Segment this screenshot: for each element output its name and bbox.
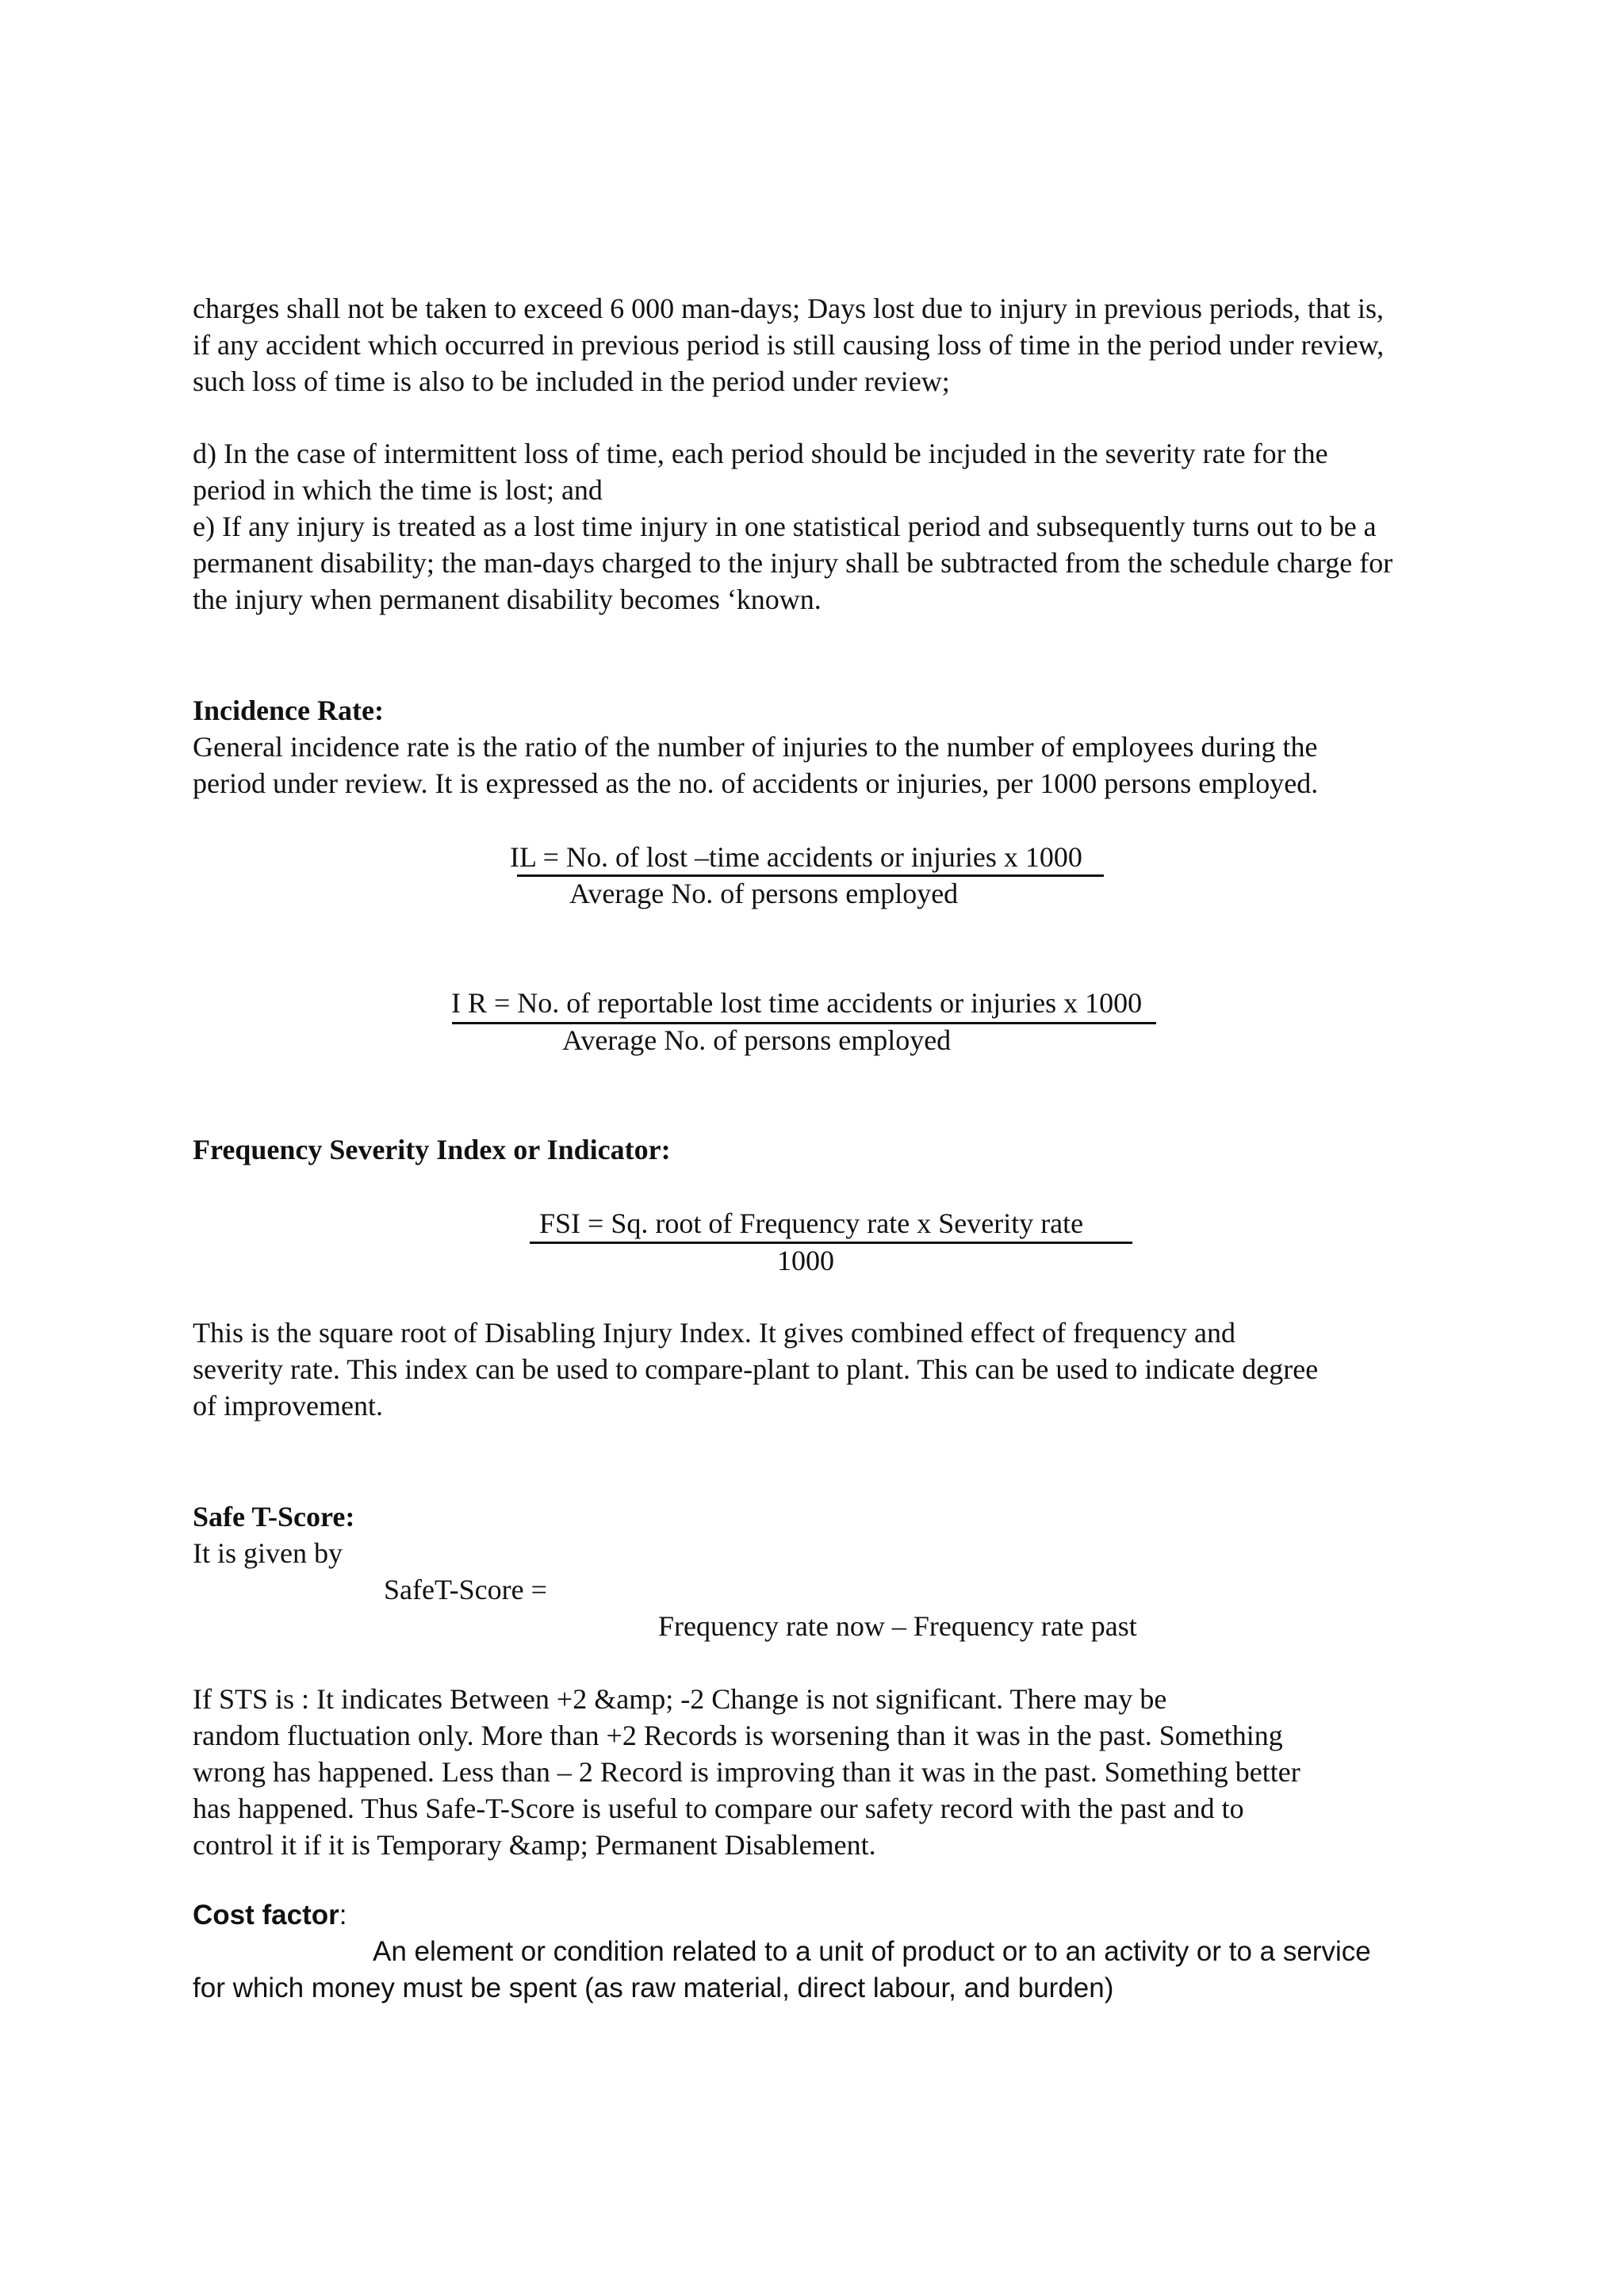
fsi-formula-denominator: 1000 bbox=[777, 1245, 834, 1276]
incidence-heading: Incidence Rate: bbox=[193, 695, 384, 726]
text-line: has happened. Thus Safe-T-Score is useful to compare our safety record with the past and to bbox=[193, 1793, 1244, 1824]
text-line: severity rate. This index can be used to compare-plant to plant. This can be used to indicate degree bbox=[193, 1353, 1319, 1385]
cost-factor-line-2: for which money must be spent (as raw material, direct labour, and burden) bbox=[193, 1973, 1114, 2003]
il-formula-numerator: IL = No. of lost –time accidents or injuries x 1000 bbox=[510, 841, 1082, 873]
text-line: random fluctuation only. More than +2 Records is worsening than it was in the past. Something bbox=[193, 1720, 1283, 1751]
safe-t-heading: Safe T-Score: bbox=[193, 1501, 355, 1533]
incidence-body bbox=[193, 729, 1461, 802]
intro-paragraph bbox=[193, 290, 1461, 400]
text-line: wrong has happened. Less than – 2 Record is improving than it was in the past. Something better bbox=[193, 1756, 1300, 1788]
list-item-e: e) If any injury is treated as a lost time injury in one statistical period and subsequently turns out to be a bbox=[193, 511, 1377, 542]
text-line: If STS is : It indicates Between +2 &amp; -2 Change is not significant. There may be bbox=[193, 1683, 1167, 1715]
ir-formula-denominator: Average No. of persons employed bbox=[562, 1024, 952, 1056]
safe-t-body bbox=[193, 1681, 1461, 1863]
cost-factor-line-1: An element or condition related to a unit of product or to an activity or to a service bbox=[373, 1936, 1371, 1967]
il-formula-denominator: Average No. of persons employed bbox=[569, 878, 959, 909]
cost-factor-heading: Cost factor bbox=[193, 1900, 339, 1931]
ir-formula-numerator: I R = No. of reportable lost time accidents or injuries x 1000 bbox=[451, 987, 1143, 1019]
safe-t-formula-label: SafeT-Score = bbox=[384, 1574, 547, 1605]
text-line: charges shall not be taken to exceed 6 000 man-days; Days lost due to injury in previous periods, that is, bbox=[193, 293, 1385, 324]
text-line: if any accident which occurred in previous period is still causing loss of time in the period under review, bbox=[193, 329, 1385, 361]
text-line: such loss of time is also to be included in the period under review; bbox=[193, 365, 950, 397]
text-line: period under review. It is expressed as the no. of accidents or injuries, per 1000 persons employed. bbox=[193, 767, 1319, 799]
list-paragraph bbox=[193, 435, 1461, 618]
safe-t-formula-numerator: Frequency rate now – Frequency rate past bbox=[658, 1610, 1137, 1642]
list-item-e-cont: the injury when permanent disability becomes ‘known. bbox=[193, 584, 822, 615]
safe-t-intro: It is given by bbox=[193, 1537, 343, 1569]
text-line: control it if it is Temporary &amp; Permanent Disablement. bbox=[193, 1829, 876, 1861]
text-line: General incidence rate is the ratio of the number of injuries to the number of employees during the bbox=[193, 731, 1318, 763]
fsi-body bbox=[193, 1314, 1461, 1424]
list-item-d-cont: period in which the time is lost; and bbox=[193, 474, 603, 506]
text-line: of improvement. bbox=[193, 1390, 383, 1422]
list-item-d: d) In the case of intermittent loss of time, each period should be incjuded in the severity rate for the bbox=[193, 438, 1328, 469]
fsi-formula-numerator: FSI = Sq. root of Frequency rate x Severity rate bbox=[539, 1207, 1084, 1239]
list-item-e-cont: permanent disability; the man-days charged to the injury shall be subtracted from the schedule charge for bbox=[193, 547, 1393, 579]
cost-factor-colon: : bbox=[339, 1900, 347, 1931]
fsi-heading: Frequency Severity Index or Indicator: bbox=[193, 1134, 671, 1165]
text-line: This is the square root of Disabling Injury Index. It gives combined effect of frequency and bbox=[193, 1317, 1235, 1349]
cost-factor-heading-line bbox=[193, 1897, 1461, 1934]
